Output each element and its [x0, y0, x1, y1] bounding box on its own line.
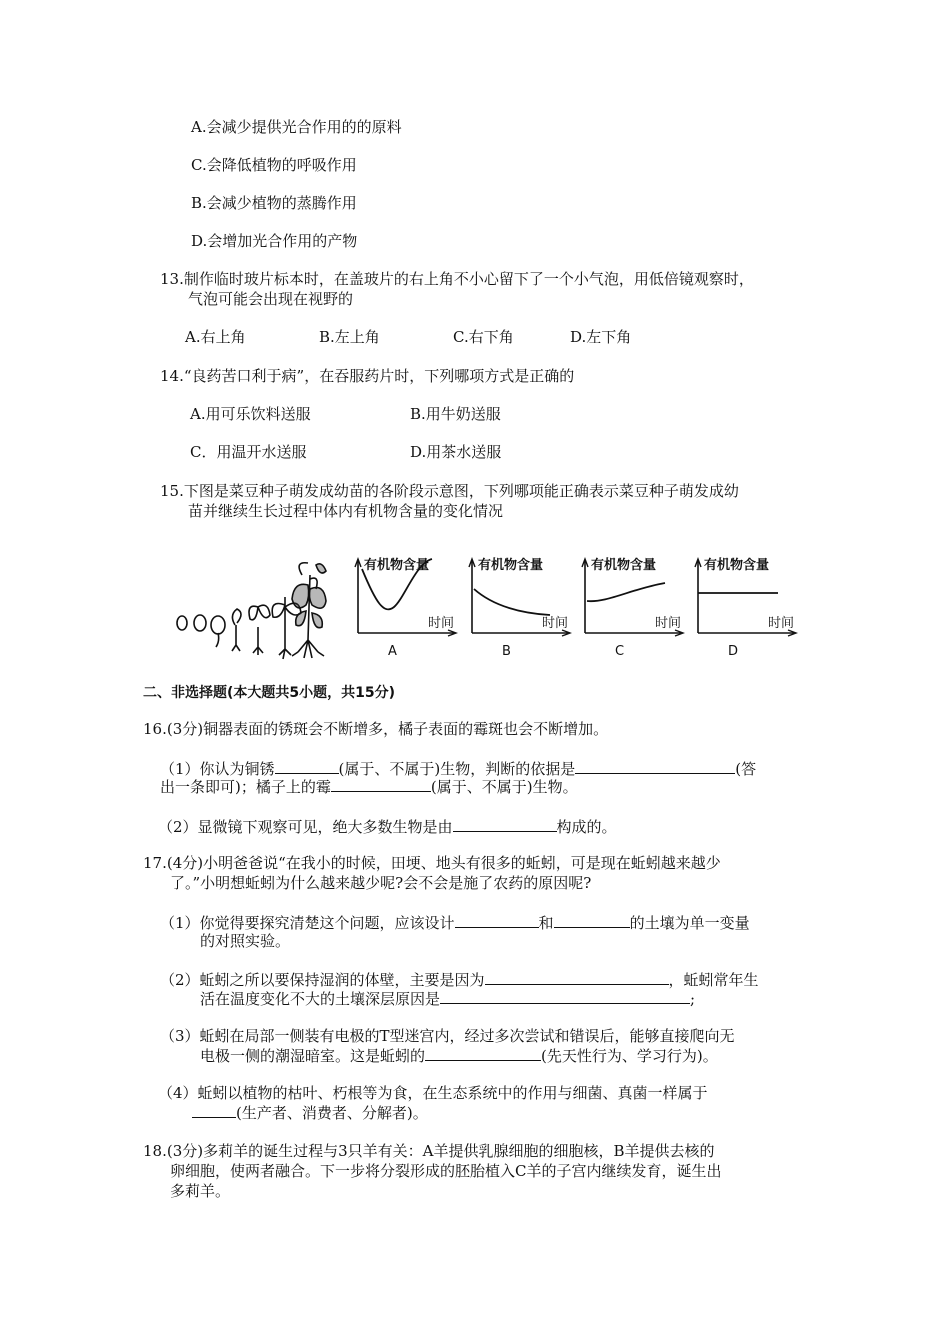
q17-part3-text-c: (先天性行为、学习行为)。: [541, 1047, 718, 1065]
q14-option-c: C．用温开水送服: [190, 443, 307, 461]
q15-figure: [160, 545, 810, 665]
q17-part2-text-a: （2）蚯蚓之所以要保持湿润的体壁，主要是因为: [160, 971, 485, 989]
chart-d: [695, 557, 796, 659]
q17-part3-line2: [200, 1044, 718, 1067]
q16-blank-3[interactable]: [331, 775, 431, 792]
q13-stem-line2: 气泡可能会出现在视野的: [188, 290, 354, 308]
q17-stem-line1: 17.(4分)小明爸爸说“在我小的时候，田埂、地头有很多的蚯蚓，可是现在蚯蚓越来越少: [143, 854, 721, 872]
q15-stem-line1: 15.下图是菜豆种子萌发成幼苗的各阶段示意图，下列哪项能正确表示菜豆种子萌发成幼: [160, 482, 739, 500]
q16-part1-text-e: (属于、不属于)生物。: [430, 778, 578, 796]
q13-option-d: D.左下角: [570, 328, 632, 346]
q17-part4-line1: （4）蚯蚓以植物的枯叶、朽根等为食，在生态系统中的作用与细菌、真菌一样属于: [158, 1084, 708, 1102]
q17-blank-5[interactable]: [425, 1044, 541, 1061]
q18-stem-line1: 18.(3分)多莉羊的诞生过程与3只羊有关：A羊提供乳腺细胞的细胞核，B羊提供去核的: [143, 1142, 715, 1160]
x-axis-label: 时间: [428, 616, 455, 631]
q17-blank-6[interactable]: [192, 1101, 236, 1118]
trend-curve: [474, 589, 550, 615]
q17-part2-text-d: ;: [690, 990, 696, 1008]
q16-stem: 16.(3分)铜器表面的锈斑会不断增多，橘子表面的霉斑也会不断增加。: [143, 720, 609, 738]
chart-letter: B: [502, 644, 511, 659]
q13-option-c: C.右下角: [453, 328, 514, 346]
q17-part2-text-b: ，蚯蚓常年生: [668, 971, 759, 989]
y-axis-label: 有机物含量: [591, 558, 657, 573]
q16-part1-text-a: （1）你认为铜锈: [160, 760, 275, 778]
q17-blank-3[interactable]: [485, 968, 669, 985]
chart-letter: C: [615, 644, 625, 659]
q14-option-a: A.用可乐饮料送服: [190, 405, 311, 423]
q16-part1-text-d: 出一条即可)；橘子上的霉: [160, 778, 331, 796]
x-axis-label: 时间: [542, 616, 569, 631]
q17-blank-2[interactable]: [554, 911, 630, 928]
chart-b: [469, 557, 570, 659]
q17-part1-text-a: （1）你觉得要探究清楚这个问题，应该设计: [160, 914, 455, 932]
q16-blank-1[interactable]: [275, 757, 339, 774]
q18-stem-line2: 卵细胞，使两者融合。下一步将分裂形成的胚胎植入C羊的子宫内继续发育，诞生出: [170, 1162, 722, 1180]
q14-stem: 14.“良药苦口利于病”，在吞服药片时，下列哪项方式是正确的: [160, 367, 575, 385]
q17-part1-text-b: 和: [538, 914, 554, 932]
q16-part1-text-b: (属于、不属于)生物，判断的依据是: [338, 760, 576, 778]
chart-letter: A: [388, 644, 397, 659]
y-axis-label: 有机物含量: [704, 558, 770, 573]
y-axis-label: 有机物含量: [478, 558, 544, 573]
q17-blank-1[interactable]: [455, 911, 539, 928]
q18-stem-line3: 多莉羊。: [170, 1182, 231, 1200]
q13-stem-line1: 13.制作临时玻片标本时，在盖玻片的右上角不小心留下了一个小气泡，用低倍镜观察时，: [160, 270, 754, 288]
q17-part2-text-c: 活在温度变化不大的土壤深层原因是: [200, 990, 441, 1008]
q14-option-b: B.用牛奶送服: [410, 405, 501, 423]
q14-option-d: D.用茶水送服: [410, 443, 502, 461]
q12-option-b: B.会减少植物的蒸腾作用: [191, 194, 357, 212]
q16-part2-text-a: （2）显微镜下观察可见，绝大多数生物是由: [158, 818, 453, 836]
y-axis-label: 有机物含量: [364, 558, 430, 573]
x-axis-label: 时间: [655, 616, 682, 631]
q17-stem-line2: 了。”小明想蚯蚓为什么越来越少呢?会不会是施了农药的原因呢?: [170, 874, 592, 892]
q12-option-d: D.会增加光合作用的产物: [191, 232, 358, 250]
q16-part1-text-c: (答: [735, 760, 757, 778]
q16-part2-text-b: 构成的。: [556, 818, 617, 836]
q16-part1-line2: [160, 775, 578, 798]
q17-part3-line1: （3）蚯蚓在局部一侧装有电极的T型迷宫内，经过多次尝试和错误后，能够直接爬向无: [160, 1027, 735, 1045]
q17-part4-text-b: (生产者、消费者、分解者)。: [236, 1104, 428, 1122]
chart-c: [582, 557, 683, 659]
chart-a: [355, 557, 456, 659]
q17-part1-line2: 的对照实验。: [200, 932, 291, 950]
q12-option-c: C.会降低植物的呼吸作用: [191, 156, 357, 174]
x-axis-label: 时间: [768, 616, 795, 631]
section-2-title: 二、非选择题(本大题共5小题，共15分): [143, 685, 396, 701]
q17-part4-line2: [192, 1101, 428, 1124]
q16-part2: [158, 815, 617, 838]
q12-option-a: A.会减少提供光合作用的的原料: [191, 118, 402, 136]
q17-part1-text-c: 的土壤为单一变量: [629, 914, 750, 932]
q15-stem-line2: 苗并继续生长过程中体内有机物含量的变化情况: [188, 502, 504, 520]
q13-option-b: B.左上角: [319, 328, 380, 346]
bean-germination-illustration: [177, 563, 326, 659]
q16-blank-4[interactable]: [453, 815, 557, 832]
q13-option-a: A.右上角: [185, 328, 246, 346]
q17-part3-text-b: 电极一侧的潮湿暗室。这是蚯蚓的: [200, 1047, 426, 1065]
trend-curve: [587, 583, 665, 601]
chart-letter: D: [728, 644, 739, 659]
q16-blank-2[interactable]: [575, 757, 735, 774]
q17-blank-4[interactable]: [440, 987, 690, 1004]
q17-part2-line2: [200, 987, 695, 1010]
